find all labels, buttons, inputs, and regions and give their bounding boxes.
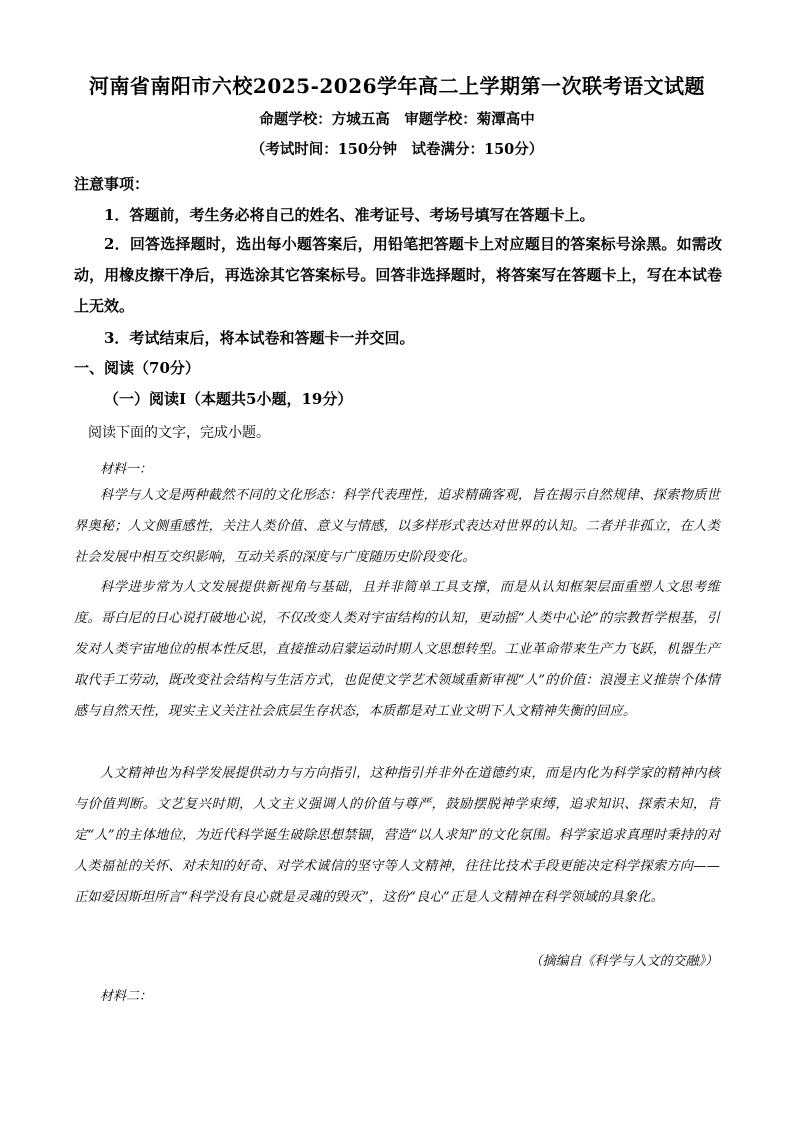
material1-paragraph-1: 科学与人文是两种截然不同的文化形态：科学代表理性，追求精确客观，旨在揭示自然规律、探索物质世界奥秘；人文侧重感性，关注人类价值、意义与情感，以多样形式表达对世界的认知。二者并非孤立，在人类社会发展中相互交织影响，互动关系的深度与广度随历史阶段变化。 xyxy=(74,488,720,565)
section-subheading: （一）阅读Ⅰ（本题共5小题，19分） xyxy=(104,390,353,408)
material2-label: 材料二： xyxy=(100,989,153,1004)
exam-info: （考试时间：150分钟 试卷满分：150分） xyxy=(250,141,544,158)
material1-source: （摘编自《科学与人文的交融》） xyxy=(529,954,718,969)
notice-item-2: 2．回答选择题时，选出每小题答案后，用铅笔把答题卡上对应题目的答案标号涂黑。如需改动，用橡皮擦干净后，再选涂其它答案标号。回答非选择题时，将答案写在答题卡上，写在本试卷上无效。 xyxy=(74,235,722,315)
section-instruction: 阅读下面的文字，完成小题。 xyxy=(88,425,270,441)
notice-item-1: 1．答题前，考生务必将自己的姓名、准考证号、考场号填写在答题卡上。 xyxy=(104,206,595,224)
notice-heading: 注意事项： xyxy=(74,175,150,193)
material1-paragraph-2: 科学进步常为人文发展提供新视角与基础，且并非简单工具支撑，而是从认知框架层面重塑人文思考维度。哥白尼的日心说打破地心说，不仅改变人类对宇宙结构的认知，更动摇“人类中心论”的宗教哲学根基，引发对人类宇宙地位的根本性反思，直接推动启蒙运动时期人文思想转型。工业革命带来生产力飞跃，机器生产取代手工劳动，既改变社会结构与生活方式，也促使文学艺术领域重新审视“人”的价值：浪漫主义推崇个体情感与自然天性，现实主义关注社会底层生存状态，本质都是对工业文明下人文精神失衡的回应。 xyxy=(74,580,720,719)
material1-label: 材料一： xyxy=(100,462,153,477)
exam-title: 河南省南阳市六校2025-2026学年高二上学期第一次联考语文试题 xyxy=(88,74,706,98)
exam-schools: 命题学校：方城五高 审题学校：菊潭高中 xyxy=(259,111,535,128)
material1-paragraph-3: 人文精神也为科学发展提供动力与方向指引，这种指引并非外在道德约束，而是内化为科学家的精神内核与价值判断。文艺复兴时期，人文主义强调人的价值与尊严，鼓励摆脱神学束缚，追求知识、探索未知，肯定“人”的主体地位，为近代科学诞生破除思想禁锢，营造“以人求知”的文化氛围。科学家追求真理时秉持的对人类福祉的关怀、对未知的好奇、对学术诚信的坚守等人文精神，往往比技术手段更能决定科学探索方向——正如爱因斯坦所言“科学没有良心就是灵魂的毁灭”，这份“良心”正是人文精神在科学领域的具象化。 xyxy=(74,766,720,905)
notice-item-3: 3．考试结束后，将本试卷和答题卡一并交回。 xyxy=(104,329,415,347)
section-heading: 一、阅读（70分） xyxy=(74,359,200,377)
